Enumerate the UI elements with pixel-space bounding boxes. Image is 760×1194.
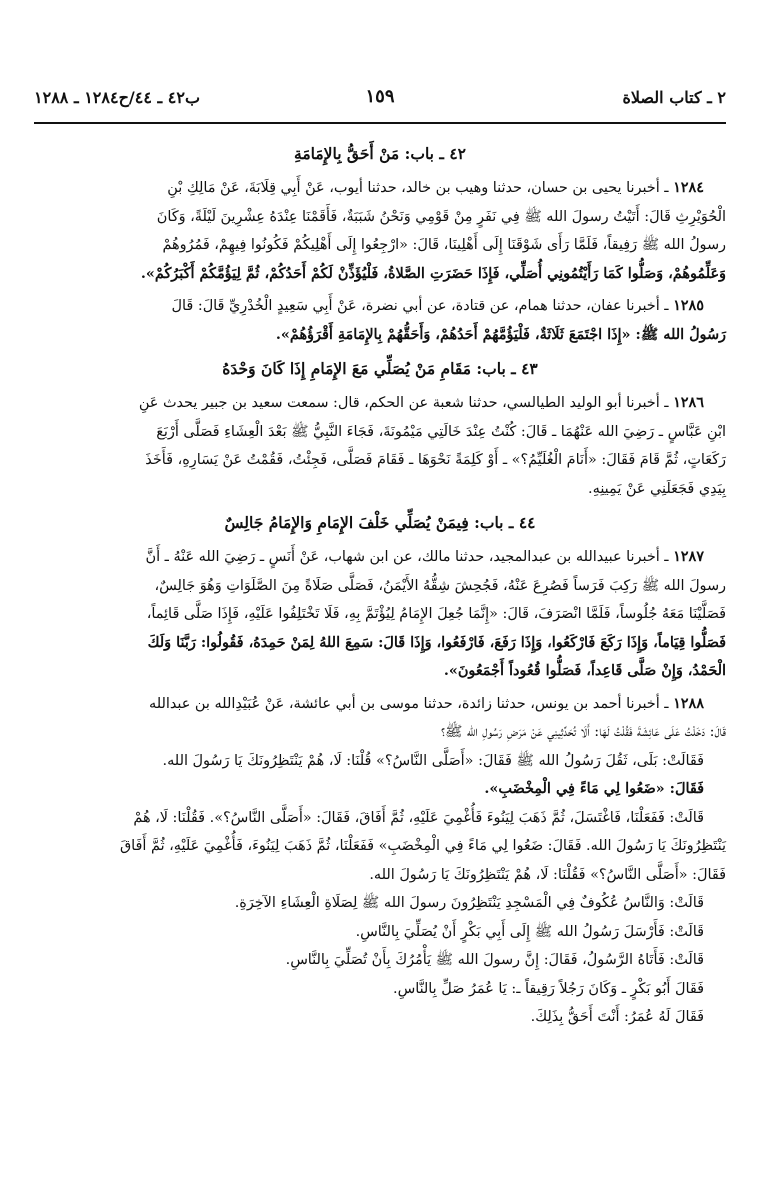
- hadith-line: ١٢٨٥ ـ أخبرنا عفان، حدثنا همام، عن قتادة، عن أبي نضرة، عَنْ أَبِي سَعِيدٍ الْخُدْرِيِّ قَالَ: قَالَ: [171, 297, 704, 314]
- hadith-1288: [34, 690, 726, 1032]
- hadith-line: الْحُوَيْرِثِ قَالَ: أَتَيْتُ رسولَ الله ﷺ فِي نَفَرٍ مِنْ قَوْمِي وَنَحْنُ شَبَبَةٌ، فَأَقَمْنَا عِنْدَهُ عِشْرِينَ لَيْلَةً، وَكَانَ: [156, 208, 726, 225]
- section-heading: ٤٢ ـ باب: مَنْ أَحَقُّ بِالإِمَامَةِ: [294, 144, 466, 163]
- hadith-line: قَالَتْ: فَأَرْسَلَ رَسُولُ الله ﷺ إِلَى أَبِي بَكْرٍ أَنْ يُصَلِّيَ بِالنَّاسِ.: [355, 923, 704, 940]
- hadith-line: قَالَتْ: فَفَعَلْنَا، فَاغْتَسَلَ، ثُمَّ ذَهَبَ لِيَنُوءَ فَأُغْمِيَ عَلَيْهِ، ثُمَّ أَفَاقَ، فَقَالَ: «أَصَلَّى النَّاسُ؟». فَقُلْنَا: لَا، هُمْ: [133, 809, 704, 826]
- hadith-1285: [34, 292, 726, 349]
- hadith-line: وَعَلِّمُوهُمْ، وَصَلُّوا كَمَا رَأَيْتُمُونِي أُصَلِّي، فَإِذَا حَضَرَتِ الصَّلاةُ، فَلْيُؤَذِّنْ لَكُمْ أَحَدُكُمْ، ثُمَّ لِيَؤُمَّكُمْ أَكْبَرُكُمْ».: [140, 264, 726, 282]
- hadith-line: قَالَتْ: وَالنَّاسُ عُكُوفٌ فِي الْمَسْجِدِ يَنْتَظِرُونَ رسولَ الله ﷺ لِصَلَاةِ الْعِشَاءِ الآخِرَةِ.: [234, 895, 704, 911]
- section-heading: ٤٣ ـ باب: مَقَامِ مَنْ يُصَلِّي مَعَ الإِمَامِ إِذَا كَانَ وَحْدَهُ: [222, 359, 538, 378]
- hadith-line: رَسُولُ الله ﷺ: «إِذَا اجْتَمَعَ ثَلَاثَةٌ، فَلْيَؤُمَّهُمْ أَحَدُهُمْ، وَأَحَقُّهُمْ بِالإِمَامَةِ أَقْرَؤُهُمْ».: [275, 325, 726, 343]
- hadith-1287: [34, 543, 726, 686]
- hadith-line: فَقَالَ: «أَصَلَّى النَّاسُ؟» فَقُلْنَا: لَا، هُمْ يَنْتَظِرُونَكَ يَا رَسُولَ الله.: [369, 866, 726, 883]
- hadith-line: ١٢٨٨ ـ أخبرنا أحمد بن يونس، حدثنا زائدة، حدثنا موسى بن أبي عائشة، عَنْ عُبَيْدِالله بن عبدالله: [149, 694, 704, 712]
- hadith-line: رَكَعَاتٍ، ثُمَّ قَامَ فَقَالَ: «أَنَامَ الْغُلَيِّمُ؟» ـ أَوْ كَلِمَةً نَحْوَهَا ـ فَقَامَ فَصَلَّى، فَجِئْتُ، فَقُمْتُ عَنْ يَسَارِهِ، فَأَخَذَ: [145, 452, 726, 468]
- page-body: [34, 136, 726, 1036]
- running-header: [34, 84, 726, 114]
- hadith-1284: [34, 174, 726, 288]
- hadith-reference-range: ب٤٢ ـ ٤٤/ح١٢٨٤ ـ ١٢٨٨: [34, 88, 201, 107]
- hadith-line: فَقَالَ لَهُ عُمَرُ: أَنْتَ أَحَقُّ بِذَلِكَ.: [530, 1009, 704, 1025]
- hadith-number: ١٢٨٨: [673, 694, 704, 712]
- hadith-line: فَصَلَّيْنَا مَعَهُ جُلُوساً، فَلَمَّا انْصَرَفَ، قَالَ: «إِنَّمَا جُعِلَ الإِمَامُ لِيُؤْتَمَّ بِهِ، فَلَا تَخْتَلِفُوا عَلَيْهِ، فَإِذَا صَلَّى قَائِماً،: [146, 606, 726, 622]
- hadith-line: فَقَالَ أَبُو بَكْرٍ ـ وَكَانَ رَجُلاً رَقِيقاً ـ: يَا عُمَرُ صَلِّ بِالنَّاسِ.: [393, 980, 704, 997]
- chapter-title: ٢ ـ كتاب الصلاة: [622, 88, 726, 107]
- hadith-line: بِيَدِي فَجَعَلَنِي عَنْ يَمِينِهِ.: [588, 480, 726, 497]
- hadith-line: رسولَ الله ﷺ رَكِبَ فَرَساً فَصُرِعَ عَنْهُ، فَجُحِشَ شِقُّهُ الأَيْمَنُ، فَصَلَّى صَلَاةً مِنَ الصَّلَوَاتِ وَهُوَ جَالِسٌ،: [154, 577, 726, 594]
- hadith-line: ١٢٨٧ ـ أخبرنا عبيدالله بن عبدالمجيد، حدثنا مالك، عن ابن شهاب، عَنْ أَنَسٍ ـ رَضِيَ الله عَنْهُ ـ أَنَّ: [145, 548, 704, 565]
- hadith-line: فَقَالَتْ: بَلَى، ثَقُلَ رَسُولُ الله ﷺ فَقَالَ: «أَصَلَّى النَّاسُ؟» قُلْنَا: لَا، هُمْ يَنْتَظِرُونَكَ يَا رَسُولَ الله.: [162, 752, 704, 769]
- header-rule: [34, 122, 726, 124]
- hadith-line: الْحَمْدُ، وَإِنْ صَلَّى قَاعِداً، فَصَلُّوا قُعُوداً أَجْمَعُونَ».: [443, 662, 726, 679]
- hadith-line: قَالَ: دَخَلْتُ عَلَى عَائِشَةَ فَقُلْتُ لَهَا: أَلَا تُحَدِّثِينِي عَنْ مَرَضِ رَسُولِ الله ﷺ؟: [441, 724, 726, 740]
- hadith-number: ١٢٨٤: [673, 179, 704, 196]
- hadith-1286: [34, 389, 726, 503]
- hadith-line: فَصَلُّوا قِيَاماً، وَإِذَا رَكَعَ فَارْكَعُوا، وَإِذَا رَفَعَ، فَارْفَعُوا، وَإِذَا قَالَ: سَمِعَ اللهُ لِمَنْ حَمِدَهُ، فَقُولُوا: رَبَّنَا وَلَكَ: [147, 633, 726, 651]
- hadith-line: فَقَالَ: «ضَعُوا لِي مَاءً فِي الْمِخْضَبِ».: [484, 780, 704, 797]
- hadith-line: ابْنِ عَبَّاسٍ ـ رَضِيَ الله عَنْهُمَا ـ قَالَ: كُنْتُ عِنْدَ خَالَتِي مَيْمُونَةَ، فَجَاءَ النَّبِيُّ ﷺ بَعْدَ الْعِشَاءِ فَصَلَّى أَرْبَعَ: [156, 423, 726, 440]
- hadith-number: ١٢٨٦: [673, 394, 704, 411]
- section-heading: ٤٤ ـ باب: فِيمَنْ يُصَلِّي خَلْفَ الإِمَامِ وَالإِمَامُ جَالِسٌ: [224, 513, 536, 532]
- hadith-number: ١٢٨٥: [673, 297, 704, 314]
- hadith-line: قَالَتْ: فَأَتَاهُ الرَّسُولُ، فَقَالَ: إِنَّ رسولَ الله ﷺ يَأْمُرُكَ بِأَنْ تُصَلِّيَ بِالنَّاسِ.: [285, 952, 704, 968]
- hadith-line: يَنْتَظِرُونَكَ يَا رَسُولَ الله. فَقَالَ: ضَعُوا لِي مَاءً فِي الْمِخْضَبِ» فَفَعَلْنَا، ثُمَّ ذَهَبَ لِيَنُوءَ، فَأُغْمِيَ عَلَيْهِ، ثُمَّ أَفَاقَ: [120, 838, 726, 854]
- page-number: ١٥٩: [365, 86, 395, 107]
- hadith-line: ١٢٨٤ ـ أخبرنا يحيى بن حسان، حدثنا وهيب بن خالد، حدثنا أيوب، عَنْ أَبِي قِلَابَةَ، عَنْ مَالِكِ بْنِ: [167, 179, 704, 196]
- hadith-number: ١٢٨٧: [673, 548, 704, 565]
- hadith-line: رسولُ الله ﷺ رَفِيقاً، فَلَمَّا رَأَى شَوْقَنَا إِلَى أَهْلِينَا، قَالَ: «ارْجِعُوا إِلَى أَهْلِيكُمْ فَكُونُوا فِيهِمْ، فَمُرُوهُمْ: [162, 237, 726, 253]
- hadith-line: ١٢٨٦ ـ أخبرنا أبو الوليد الطيالسي، حدثنا شعبة عن الحكم، قال: سمعت سعيد بن جبير يحدث عَنِ: [138, 394, 704, 411]
